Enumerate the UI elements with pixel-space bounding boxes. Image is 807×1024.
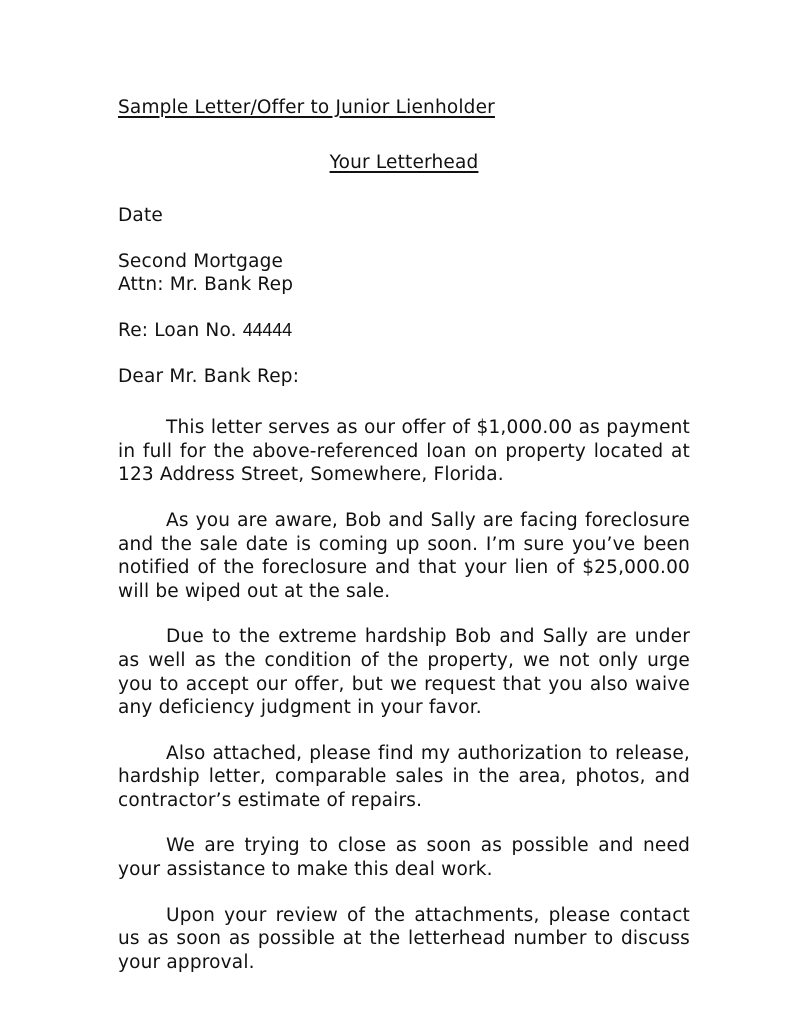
letterhead-text: Your Letterhead <box>329 151 479 173</box>
recipient-address-block <box>118 228 690 297</box>
date-label: Date <box>118 205 163 227</box>
body-paragraph-5: We are trying to close as soon as possible and need your assistance to make this deal work. <box>118 835 690 881</box>
subject-line <box>118 297 690 343</box>
salutation-line <box>118 343 690 389</box>
letterhead-heading <box>118 120 690 175</box>
document-title <box>118 0 690 120</box>
subject-prefix: Re: Loan No. <box>118 319 243 341</box>
recipient-line-2: Attn: Mr. Bank Rep <box>118 274 294 296</box>
body-paragraph-1: This letter serves as our offer of $1,000.00 as payment in full for the above-referenced loan on property located at 123 Address Street, Somewhere, Florida. <box>118 417 690 486</box>
salutation-text: Dear Mr. Bank Rep: <box>118 365 300 387</box>
loan-number-value: 44444 <box>242 319 292 340</box>
body-paragraph-6: Upon your review of the attachments, please contact us as soon as possible at the letterhead number to discuss your approval. <box>118 904 690 973</box>
date-line <box>118 174 690 228</box>
document-title-text: Sample Letter/Offer to Junior Lienholder <box>118 97 495 118</box>
body-paragraph-2: As you are aware, Bob and Sally are facing foreclosure and the sale date is coming up soon. I’m sure you’ve been notified of the foreclosure and that your lien of $25,000.00 will be wiped out at the sale. <box>118 509 690 602</box>
letter-body <box>118 0 690 974</box>
body-paragraph-4: Also attached, please find my authorization to release, hardship letter, comparable sales in the area, photos, and contractor’s estimate of repairs. <box>118 742 690 811</box>
recipient-line-1: Second Mortgage <box>118 250 284 272</box>
body-paragraph-3: Due to the extreme hardship Bob and Sally are under as well as the condition of the property, we not only urge you to accept our offer, but we request that you also waive any deficiency judgment in your favor. <box>118 626 690 719</box>
